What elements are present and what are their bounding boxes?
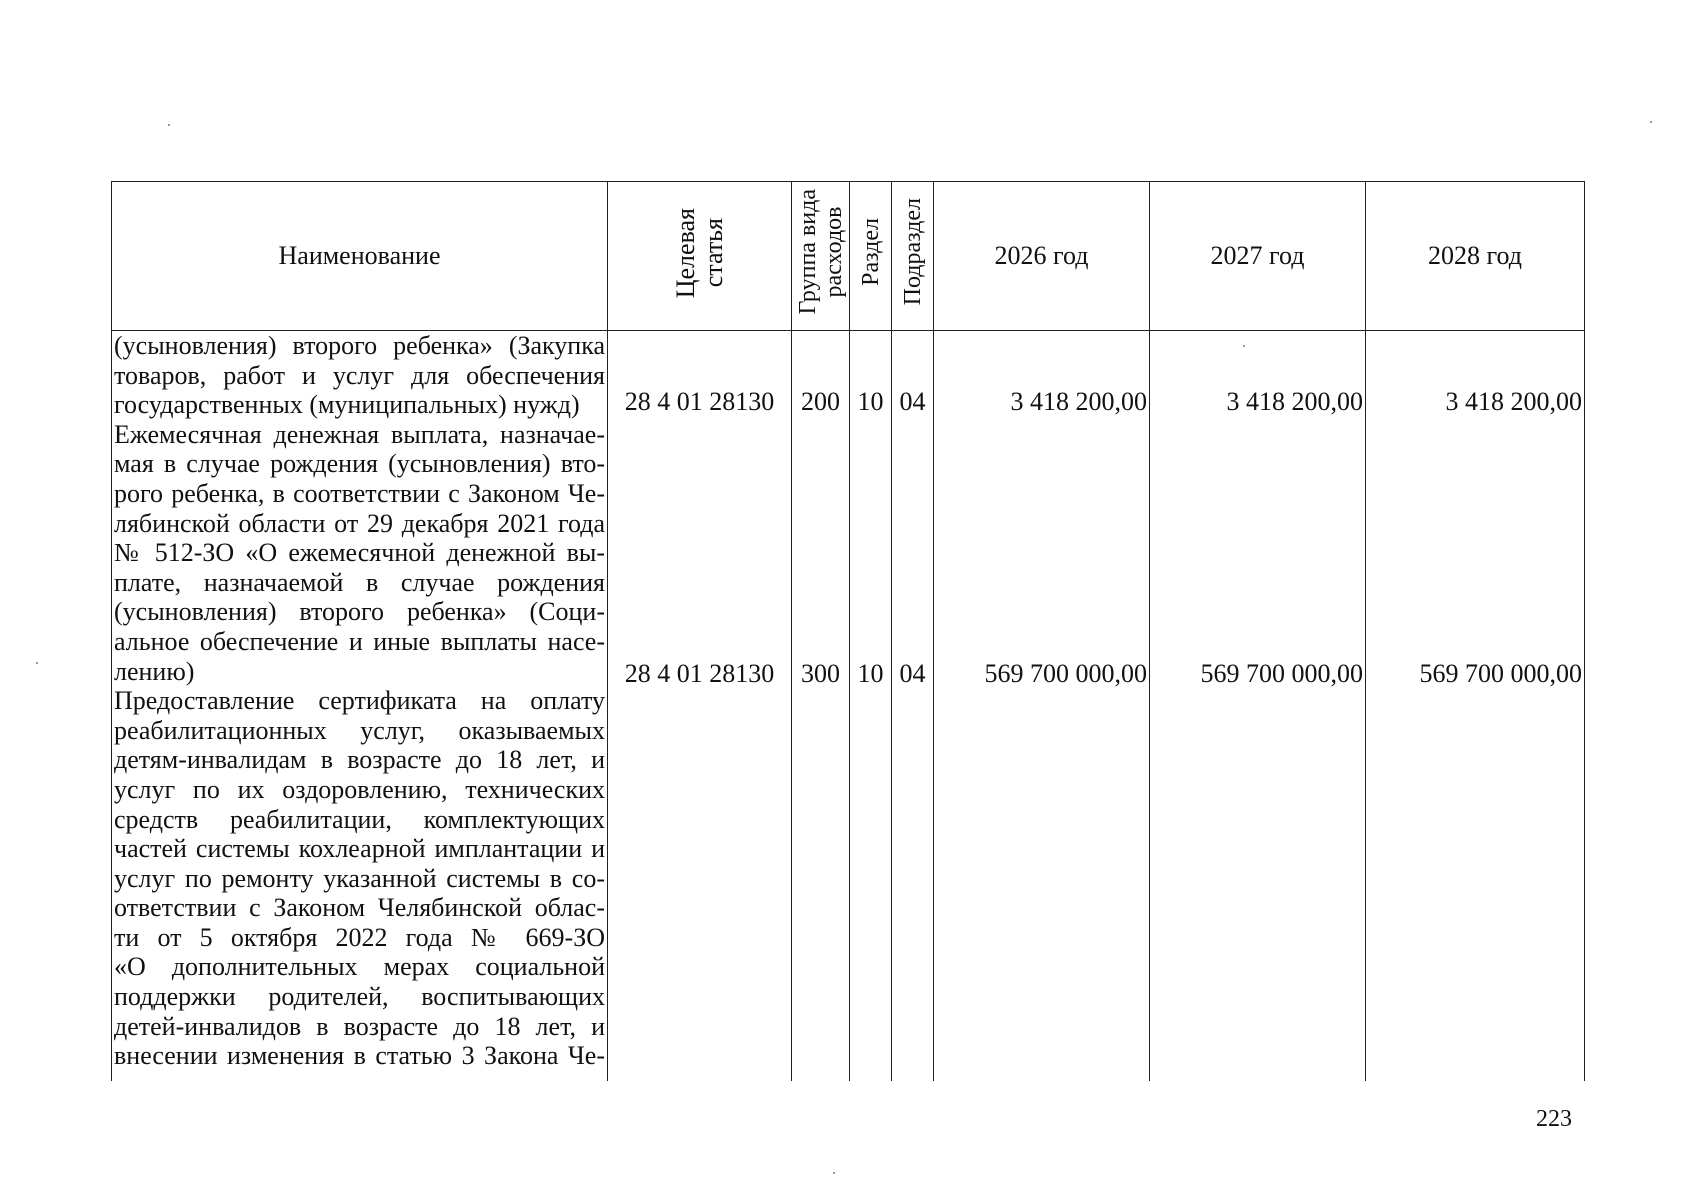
name-text-line: услуг по ремонту указанной системы в со- — [114, 863, 605, 893]
header-year-2026-label: 2026 год — [994, 241, 1089, 271]
name-text-line: ти от 5 октября 2022 года № 669-ЗО — [114, 922, 605, 952]
name-text-line: средств реабилитации, комплектующих — [114, 804, 605, 834]
name-text-line: ответствии с Законом Челябинской облас- — [114, 893, 605, 923]
header-year-2027 — [1150, 182, 1366, 331]
name-text-line: рого ребенка, в соответствии с Законом Че- — [114, 478, 605, 508]
header-name — [112, 182, 608, 331]
name-text-line: поддержки родителей, воспитывающих — [114, 982, 605, 1012]
header-expense-group-label — [795, 189, 847, 314]
name-text-line: «О дополнительных мерах социальной — [114, 952, 605, 982]
subsection-cell — [892, 331, 934, 1082]
name-cell — [112, 331, 608, 1082]
header-year-2028 — [1366, 182, 1585, 331]
header-expense-group-line1: Группа вида — [794, 188, 821, 315]
year-2027-cell — [1150, 331, 1366, 1082]
name-text-line: детей-инвалидов в возрасте до 18 лет, и — [114, 1011, 605, 1041]
header-target-article-line2: статья — [698, 218, 728, 288]
name-text-block — [114, 331, 605, 1071]
row2-section: 10 — [857, 659, 884, 688]
header-expense-group — [792, 182, 850, 331]
row2-subsection: 04 — [899, 659, 926, 688]
header-target-article — [608, 182, 792, 331]
scan-speck — [168, 124, 170, 126]
header-target-article-label — [672, 208, 728, 298]
year-2026-cell — [934, 331, 1150, 1082]
name-text-line: альное обеспечение и иные выплаты насе- — [114, 626, 605, 656]
header-year-2027-label: 2027 год — [1210, 241, 1305, 271]
row2-expense-group: 300 — [801, 659, 840, 688]
scan-speck — [833, 1172, 835, 1174]
name-text-line: плате, назначаемой в случае рождения — [114, 567, 605, 597]
row1-subsection: 04 — [899, 387, 926, 416]
page-number: 223 — [1536, 1106, 1572, 1132]
name-text-line: № 512-ЗО «О ежемесячной денежной вы- — [114, 538, 605, 568]
name-text-line: государственных (муниципальных) нужд) — [114, 390, 580, 420]
name-text-line: услуг по их оздоровлению, технических — [114, 774, 605, 804]
name-text-line: внесении изменения в статью 3 Закона Че- — [114, 1041, 605, 1071]
header-expense-group-line2: расходов — [820, 206, 847, 298]
name-text-line: детям-инвалидам в возрасте до 18 лет, и — [114, 745, 605, 775]
header-year-2026 — [934, 182, 1150, 331]
row1-year-2026: 3 418 200,00 — [1010, 387, 1147, 416]
table-header-row — [112, 182, 1585, 331]
name-text-line: лябинской области от 29 декабря 2021 года — [114, 508, 605, 538]
row2-target-article: 28 4 01 28130 — [624, 659, 775, 688]
name-text-line: (усыновления) второго ребенка» (Соци- — [114, 597, 605, 627]
scan-speck — [1650, 121, 1652, 123]
row1-year-2028: 3 418 200,00 — [1445, 387, 1582, 416]
expense-group-cell — [792, 331, 850, 1082]
header-year-2028-label: 2028 год — [1428, 241, 1522, 271]
name-text-line: Ежемесячная денежная выплата, назначае- — [114, 419, 605, 449]
header-target-article-line1: Целевая — [670, 207, 700, 298]
row1-expense-group: 200 — [801, 387, 840, 416]
name-text-line: мая в случае рождения (усыновления) вто- — [114, 449, 605, 479]
name-text-line: реабилитационных услуг, оказываемых — [114, 715, 605, 745]
target-article-cell — [608, 331, 792, 1082]
header-subsection — [892, 182, 934, 331]
header-section — [850, 182, 892, 331]
row1-target-article: 28 4 01 28130 — [624, 387, 775, 416]
header-name-label: Наименование — [278, 241, 441, 271]
row1-section: 10 — [857, 387, 884, 416]
section-cell — [850, 331, 892, 1082]
name-text-line: (усыновления) второго ребенка» (Закупка — [114, 331, 605, 360]
row2-year-2028: 569 700 000,00 — [1419, 659, 1582, 688]
row1-year-2027: 3 418 200,00 — [1226, 387, 1363, 416]
table-body-row — [112, 331, 1585, 1082]
header-subsection-label: Подраздел — [899, 198, 926, 306]
header-section-label: Раздел — [857, 217, 884, 286]
row2-year-2027: 569 700 000,00 — [1200, 659, 1363, 688]
name-text-line: Предоставление сертификата на оплату — [114, 686, 605, 716]
name-text-line: товаров, работ и услуг для обеспечения — [114, 360, 605, 390]
budget-table — [111, 181, 1585, 1081]
name-text-line: частей системы кохлеарной имплантации и — [114, 834, 605, 864]
name-text-line: лению) — [114, 656, 195, 686]
row2-year-2026: 569 700 000,00 — [984, 659, 1147, 688]
year-2028-cell — [1366, 331, 1585, 1082]
scan-speck — [36, 662, 38, 664]
